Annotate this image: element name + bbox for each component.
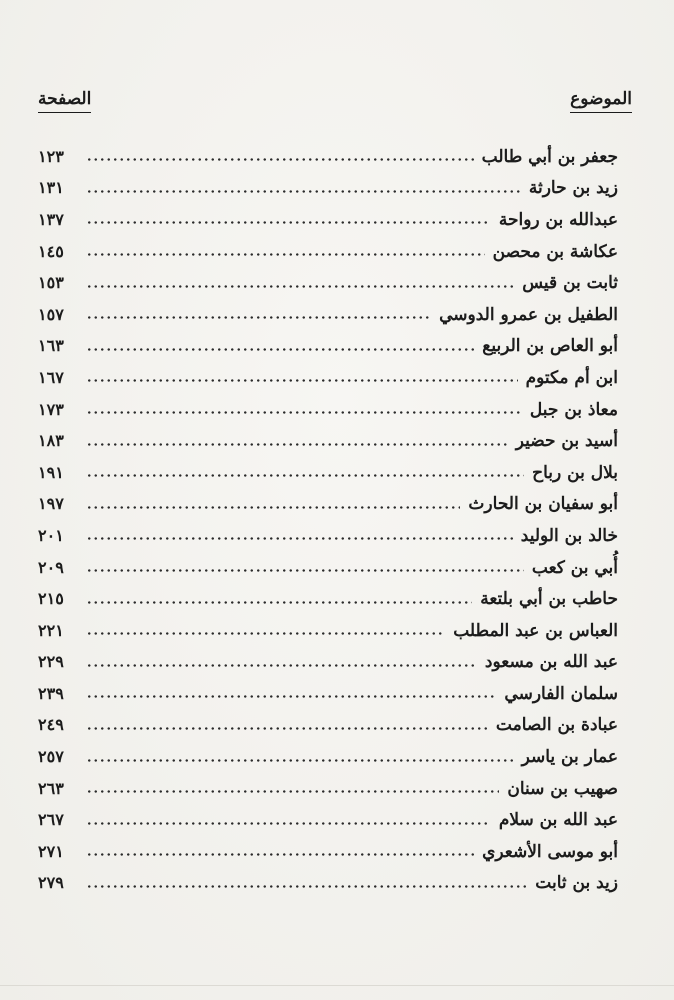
toc-entry-title: الطفيل بن عمرو الدوسي	[439, 304, 618, 325]
toc-entry-page-number: ١٦٧	[38, 367, 64, 387]
toc-entry	[38, 804, 618, 836]
dot-leader	[86, 664, 477, 667]
toc-entry	[38, 299, 618, 331]
toc-entry-page-number: ١٩٧	[38, 494, 64, 514]
toc-entry-page-number: ٢٤٩	[38, 715, 64, 735]
toc-entry-page-number: ٢١٥	[38, 589, 64, 609]
topic-column-heading: الموضوع	[570, 88, 632, 113]
toc-header	[38, 88, 632, 118]
toc-entry-title: عبد الله بن سلام	[498, 810, 618, 831]
page-column-heading: الصفحة	[38, 88, 91, 113]
dot-leader	[86, 885, 527, 888]
dot-leader	[86, 379, 518, 382]
toc-entry-page-number: ١٦٣	[38, 336, 64, 356]
dot-leader	[86, 221, 491, 224]
table-of-contents	[38, 141, 618, 899]
dot-leader	[86, 822, 491, 825]
toc-entry-title: أبو العاص بن الربيع	[482, 336, 618, 357]
toc-entry-page-number: ١٧٣	[38, 399, 64, 419]
dot-leader	[86, 411, 522, 414]
dot-leader	[86, 443, 508, 446]
toc-entry	[38, 836, 618, 868]
toc-entry-page-number: ٢٢١	[38, 620, 64, 640]
dot-leader	[86, 695, 496, 698]
toc-entry	[38, 741, 618, 773]
toc-entry-page-number: ١٥٧	[38, 304, 64, 324]
toc-entry	[38, 868, 618, 900]
toc-entry	[38, 710, 618, 742]
toc-entry-page-number: ٢٠١	[38, 525, 64, 545]
toc-entry-title: أسيد بن حضير	[515, 431, 618, 452]
dot-leader	[86, 569, 524, 572]
toc-entry-page-number: ٢٦٧	[38, 810, 64, 830]
dot-leader	[86, 759, 514, 762]
toc-entry	[38, 362, 618, 394]
toc-entry	[38, 647, 618, 679]
toc-entry-page-number: ١٨٣	[38, 431, 64, 451]
dot-leader	[86, 790, 499, 793]
toc-entry	[38, 457, 618, 489]
dot-leader	[86, 601, 472, 604]
dot-leader	[86, 190, 521, 193]
toc-entry-page-number: ٢٧٩	[38, 873, 64, 893]
toc-entry-title: ابن أم مكتوم	[525, 367, 618, 388]
toc-entry-title: عبد الله بن مسعود	[484, 652, 618, 673]
dot-leader	[86, 316, 431, 319]
dot-leader	[86, 285, 514, 288]
toc-entry-title: أبو موسى الأشعري	[482, 841, 618, 862]
toc-entry-title: سلمان الفارسي	[504, 683, 618, 704]
toc-entry-page-number: ٢٢٩	[38, 652, 64, 672]
toc-entry	[38, 204, 618, 236]
dot-leader	[86, 348, 474, 351]
toc-entry-title: خالد بن الوليد	[520, 525, 618, 546]
toc-entry-page-number: ١٥٣	[38, 273, 64, 293]
toc-entry-title: عمار بن ياسر	[521, 747, 618, 768]
toc-entry-title: عبدالله بن رواحة	[498, 209, 618, 230]
dot-leader	[86, 727, 488, 730]
dot-leader	[86, 632, 445, 635]
dot-leader	[86, 474, 524, 477]
toc-entry-page-number: ٢٥٧	[38, 747, 64, 767]
toc-entry-title: بلال بن رباح	[532, 462, 618, 483]
dot-leader	[86, 253, 485, 256]
dot-leader	[86, 853, 474, 856]
toc-entry	[38, 331, 618, 363]
toc-entry-page-number: ٢٦٣	[38, 778, 64, 798]
toc-entry-page-number: ١٣٧	[38, 209, 64, 229]
toc-entry-title: زيد بن حارثة	[528, 178, 618, 199]
toc-entry-title: ثابت بن قيس	[522, 273, 618, 294]
toc-entry	[38, 141, 618, 173]
toc-entry	[38, 394, 618, 426]
toc-entry	[38, 489, 618, 521]
toc-entry-title: أبو سفيان بن الحارث	[468, 494, 618, 515]
toc-entry	[38, 678, 618, 710]
toc-entry-page-number: ٢٠٩	[38, 557, 64, 577]
toc-entry-title: زيد بن ثابت	[535, 873, 618, 894]
toc-entry	[38, 520, 618, 552]
toc-entry	[38, 267, 618, 299]
dot-leader	[86, 158, 474, 161]
page-bottom-edge	[0, 985, 674, 1000]
dot-leader	[86, 506, 460, 509]
toc-entry-page-number: ١٤٥	[38, 241, 64, 261]
toc-entry-title: جعفر بن أبي طالب	[481, 146, 618, 167]
toc-entry-page-number: ١٣١	[38, 178, 64, 198]
dot-leader	[86, 537, 513, 540]
toc-entry	[38, 425, 618, 457]
toc-entry-title: أُبي بن كعب	[531, 557, 618, 578]
toc-entry-page-number: ١٩١	[38, 462, 64, 482]
toc-entry	[38, 615, 618, 647]
toc-entry-title: عبادة بن الصامت	[495, 715, 618, 736]
toc-entry	[38, 173, 618, 205]
toc-entry	[38, 236, 618, 268]
toc-entry-title: معاذ بن جبل	[529, 399, 618, 420]
toc-entry	[38, 552, 618, 584]
toc-entry-title: عكاشة بن محصن	[492, 241, 618, 262]
toc-entry	[38, 773, 618, 805]
toc-entry	[38, 583, 618, 615]
toc-entry-title: العباس بن عبد المطلب	[453, 620, 618, 641]
toc-entry-title: حاطب بن أبي بلتعة	[480, 589, 618, 610]
toc-entry-page-number: ١٢٣	[38, 146, 64, 166]
toc-entry-page-number: ٢٣٩	[38, 683, 64, 703]
toc-entry-page-number: ٢٧١	[38, 841, 64, 861]
toc-entry-title: صهيب بن سنان	[507, 778, 618, 799]
